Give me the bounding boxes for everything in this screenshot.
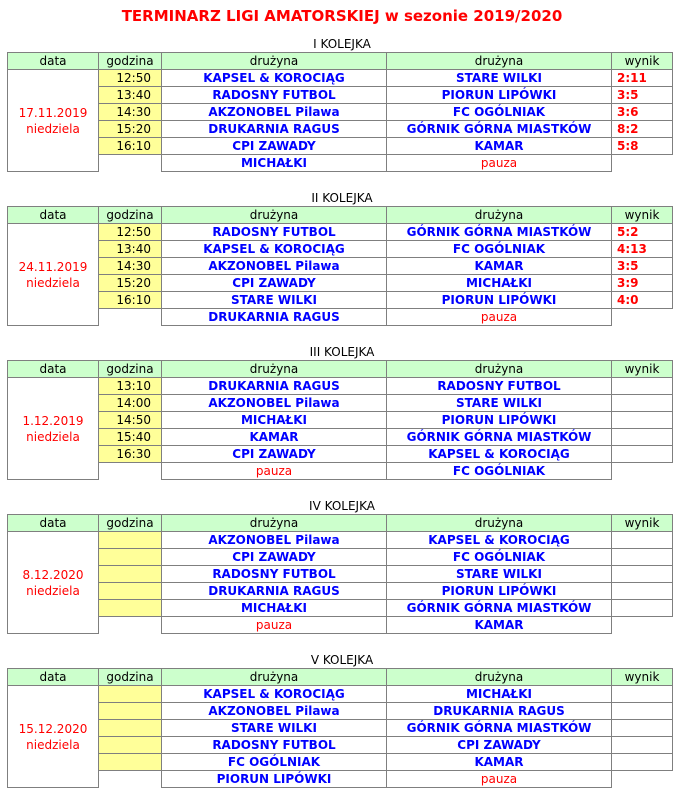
header-time: godzina [99, 515, 162, 532]
match-result: 3:9 [612, 275, 673, 292]
match-time [99, 754, 162, 771]
pausing-team: DRUKARNIA RAGUS [162, 309, 387, 326]
header-time: godzina [99, 669, 162, 686]
header-result: wynik [612, 53, 673, 70]
home-team: AKZONOBEL Pilawa [162, 703, 387, 720]
away-team: DRUKARNIA RAGUS [387, 703, 612, 720]
home-team: CPI ZAWADY [162, 275, 387, 292]
header-team-2: drużyna [387, 361, 612, 378]
pause-time-blank [99, 771, 162, 788]
away-team: KAMAR [387, 754, 612, 771]
match-row [8, 138, 673, 155]
header-team-1: drużyna [162, 669, 387, 686]
pause-time-blank [99, 617, 162, 634]
match-result [612, 686, 673, 703]
away-team: MICHAŁKI [387, 275, 612, 292]
away-team: RADOSNY FUTBOL [387, 378, 612, 395]
match-result [612, 703, 673, 720]
match-day: niedziela [26, 275, 80, 290]
home-team: CPI ZAWADY [162, 138, 387, 155]
match-row [8, 412, 673, 429]
header-team-1: drużyna [162, 361, 387, 378]
home-team: CPI ZAWADY [162, 446, 387, 463]
match-date [8, 224, 99, 326]
away-team: GÓRNIK GÓRNA MIASTKÓW [387, 600, 612, 617]
match-time [99, 549, 162, 566]
match-time [99, 600, 162, 617]
match-date-value: 1.12.2019 [22, 413, 84, 428]
header-date: data [8, 207, 99, 224]
match-time: 15:20 [99, 275, 162, 292]
match-result [612, 600, 673, 617]
home-team: MICHAŁKI [162, 412, 387, 429]
match-time: 16:10 [99, 138, 162, 155]
pause-result-blank [612, 771, 673, 788]
match-date-value: 8.12.2020 [22, 567, 84, 582]
header-row [8, 515, 673, 532]
pause-row [8, 463, 673, 480]
pause-result-blank [612, 617, 673, 634]
match-result: 4:0 [612, 292, 673, 309]
round-title: I KOLEJKA [313, 37, 371, 51]
match-time [99, 532, 162, 549]
match-time: 16:30 [99, 446, 162, 463]
away-team: FC OGÓLNIAK [387, 241, 612, 258]
match-result [612, 532, 673, 549]
pause-label: pauza [162, 617, 387, 634]
match-row [8, 754, 673, 771]
match-row [8, 686, 673, 703]
pausing-team: MICHAŁKI [162, 155, 387, 172]
match-row [8, 549, 673, 566]
match-time: 14:30 [99, 258, 162, 275]
pause-row [8, 771, 673, 788]
header-row [8, 361, 673, 378]
home-team: KAMAR [162, 429, 387, 446]
header-team-1: drużyna [162, 207, 387, 224]
home-team: KAPSEL & KOROCIĄG [162, 241, 387, 258]
match-row [8, 720, 673, 737]
match-row [8, 583, 673, 600]
match-result [612, 412, 673, 429]
home-team: DRUKARNIA RAGUS [162, 121, 387, 138]
header-team-2: drużyna [387, 53, 612, 70]
away-team: MICHAŁKI [387, 686, 612, 703]
away-team: PIORUN LIPÓWKI [387, 292, 612, 309]
header-date: data [8, 361, 99, 378]
match-result [612, 566, 673, 583]
match-row [8, 566, 673, 583]
home-team: DRUKARNIA RAGUS [162, 583, 387, 600]
match-date [8, 70, 99, 172]
away-team: FC OGÓLNIAK [387, 104, 612, 121]
round-section [0, 190, 684, 326]
pause-label: pauza [162, 463, 387, 480]
pause-result-blank [612, 463, 673, 480]
schedule-table [7, 668, 673, 788]
match-result [612, 429, 673, 446]
schedule-table [7, 360, 673, 480]
match-time: 14:00 [99, 395, 162, 412]
header-team-2: drużyna [387, 207, 612, 224]
match-result [612, 549, 673, 566]
match-row [8, 532, 673, 549]
schedule-table [7, 514, 673, 634]
match-date [8, 378, 99, 480]
match-result [612, 720, 673, 737]
pause-label: pauza [387, 309, 612, 326]
match-date [8, 686, 99, 788]
home-team: CPI ZAWADY [162, 549, 387, 566]
match-row [8, 87, 673, 104]
match-row [8, 241, 673, 258]
match-row [8, 703, 673, 720]
match-row [8, 737, 673, 754]
header-result: wynik [612, 515, 673, 532]
match-result [612, 395, 673, 412]
round-section [0, 36, 684, 172]
home-team: RADOSNY FUTBOL [162, 566, 387, 583]
header-result: wynik [612, 361, 673, 378]
home-team: MICHAŁKI [162, 600, 387, 617]
pausing-team: KAMAR [387, 617, 612, 634]
match-result: 5:2 [612, 224, 673, 241]
pause-result-blank [612, 155, 673, 172]
header-result: wynik [612, 669, 673, 686]
away-team: GÓRNIK GÓRNA MIASTKÓW [387, 121, 612, 138]
away-team: KAPSEL & KOROCIĄG [387, 446, 612, 463]
match-result [612, 583, 673, 600]
match-time [99, 703, 162, 720]
pausing-team: FC OGÓLNIAK [387, 463, 612, 480]
home-team: RADOSNY FUTBOL [162, 87, 387, 104]
round-title: IV KOLEJKA [309, 499, 375, 513]
pause-row [8, 309, 673, 326]
away-team: PIORUN LIPÓWKI [387, 87, 612, 104]
header-row [8, 207, 673, 224]
match-row [8, 224, 673, 241]
match-result [612, 737, 673, 754]
home-team: RADOSNY FUTBOL [162, 224, 387, 241]
page-title: TERMINARZ LIGI AMATORSKIEJ w sezonie 2019/2020 [121, 7, 563, 25]
match-time: 12:50 [99, 70, 162, 87]
match-row [8, 70, 673, 87]
match-time: 16:10 [99, 292, 162, 309]
match-time: 15:40 [99, 429, 162, 446]
header-date: data [8, 669, 99, 686]
match-result: 4:13 [612, 241, 673, 258]
match-row [8, 104, 673, 121]
pause-time-blank [99, 155, 162, 172]
away-team: FC OGÓLNIAK [387, 549, 612, 566]
away-team: GÓRNIK GÓRNA MIASTKÓW [387, 429, 612, 446]
match-row [8, 395, 673, 412]
header-time: godzina [99, 361, 162, 378]
match-time: 12:50 [99, 224, 162, 241]
round-section [0, 498, 684, 634]
header-team-1: drużyna [162, 53, 387, 70]
match-day: niedziela [26, 737, 80, 752]
away-team: KAPSEL & KOROCIĄG [387, 532, 612, 549]
home-team: DRUKARNIA RAGUS [162, 378, 387, 395]
round-title: III KOLEJKA [309, 345, 375, 359]
pausing-team: PIORUN LIPÓWKI [162, 771, 387, 788]
header-team-2: drużyna [387, 515, 612, 532]
match-date [8, 532, 99, 634]
home-team: AKZONOBEL Pilawa [162, 532, 387, 549]
pause-row [8, 617, 673, 634]
match-day: niedziela [26, 583, 80, 598]
away-team: STARE WILKI [387, 566, 612, 583]
header-date: data [8, 515, 99, 532]
match-time [99, 566, 162, 583]
match-row [8, 292, 673, 309]
away-team: CPI ZAWADY [387, 737, 612, 754]
away-team: GÓRNIK GÓRNA MIASTKÓW [387, 720, 612, 737]
away-team: PIORUN LIPÓWKI [387, 583, 612, 600]
pause-label: pauza [387, 155, 612, 172]
match-time: 13:40 [99, 87, 162, 104]
match-row [8, 429, 673, 446]
schedule-table [7, 206, 673, 326]
pause-time-blank [99, 309, 162, 326]
home-team: AKZONOBEL Pilawa [162, 258, 387, 275]
match-date-value: 15.12.2020 [18, 721, 88, 736]
match-time: 13:40 [99, 241, 162, 258]
match-time [99, 686, 162, 703]
match-time [99, 720, 162, 737]
pause-row [8, 155, 673, 172]
header-row [8, 669, 673, 686]
match-result: 8:2 [612, 121, 673, 138]
round-section [0, 344, 684, 480]
match-result: 3:6 [612, 104, 673, 121]
away-team: PIORUN LIPÓWKI [387, 412, 612, 429]
match-row [8, 121, 673, 138]
header-team-2: drużyna [387, 669, 612, 686]
match-row [8, 600, 673, 617]
header-time: godzina [99, 53, 162, 70]
pause-label: pauza [387, 771, 612, 788]
home-team: KAPSEL & KOROCIĄG [162, 686, 387, 703]
home-team: AKZONOBEL Pilawa [162, 395, 387, 412]
match-time: 15:20 [99, 121, 162, 138]
header-time: godzina [99, 207, 162, 224]
away-team: GÓRNIK GÓRNA MIASTKÓW [387, 224, 612, 241]
away-team: STARE WILKI [387, 70, 612, 87]
home-team: STARE WILKI [162, 292, 387, 309]
match-row [8, 258, 673, 275]
pause-result-blank [612, 309, 673, 326]
match-result [612, 378, 673, 395]
round-section [0, 652, 684, 788]
pause-time-blank [99, 463, 162, 480]
match-time [99, 737, 162, 754]
home-team: KAPSEL & KOROCIĄG [162, 70, 387, 87]
schedule-table [7, 52, 673, 172]
round-title: V KOLEJKA [310, 653, 374, 667]
match-row [8, 275, 673, 292]
home-team: AKZONOBEL Pilawa [162, 104, 387, 121]
rounds-container [0, 36, 684, 788]
header-row [8, 53, 673, 70]
match-row [8, 378, 673, 395]
match-result [612, 754, 673, 771]
home-team: RADOSNY FUTBOL [162, 737, 387, 754]
match-day: niedziela [26, 121, 80, 136]
round-title: II KOLEJKA [311, 191, 373, 205]
match-result: 2:11 [612, 70, 673, 87]
match-date-value: 24.11.2019 [18, 259, 88, 274]
match-time: 14:30 [99, 104, 162, 121]
match-time: 14:50 [99, 412, 162, 429]
home-team: FC OGÓLNIAK [162, 754, 387, 771]
header-date: data [8, 53, 99, 70]
match-date-value: 17.11.2019 [18, 105, 88, 120]
away-team: KAMAR [387, 138, 612, 155]
match-result: 5:8 [612, 138, 673, 155]
match-time: 13:10 [99, 378, 162, 395]
match-time [99, 583, 162, 600]
away-team: STARE WILKI [387, 395, 612, 412]
match-result [612, 446, 673, 463]
header-team-1: drużyna [162, 515, 387, 532]
match-row [8, 446, 673, 463]
match-result: 3:5 [612, 87, 673, 104]
header-result: wynik [612, 207, 673, 224]
away-team: KAMAR [387, 258, 612, 275]
match-day: niedziela [26, 429, 80, 444]
match-result: 3:5 [612, 258, 673, 275]
home-team: STARE WILKI [162, 720, 387, 737]
